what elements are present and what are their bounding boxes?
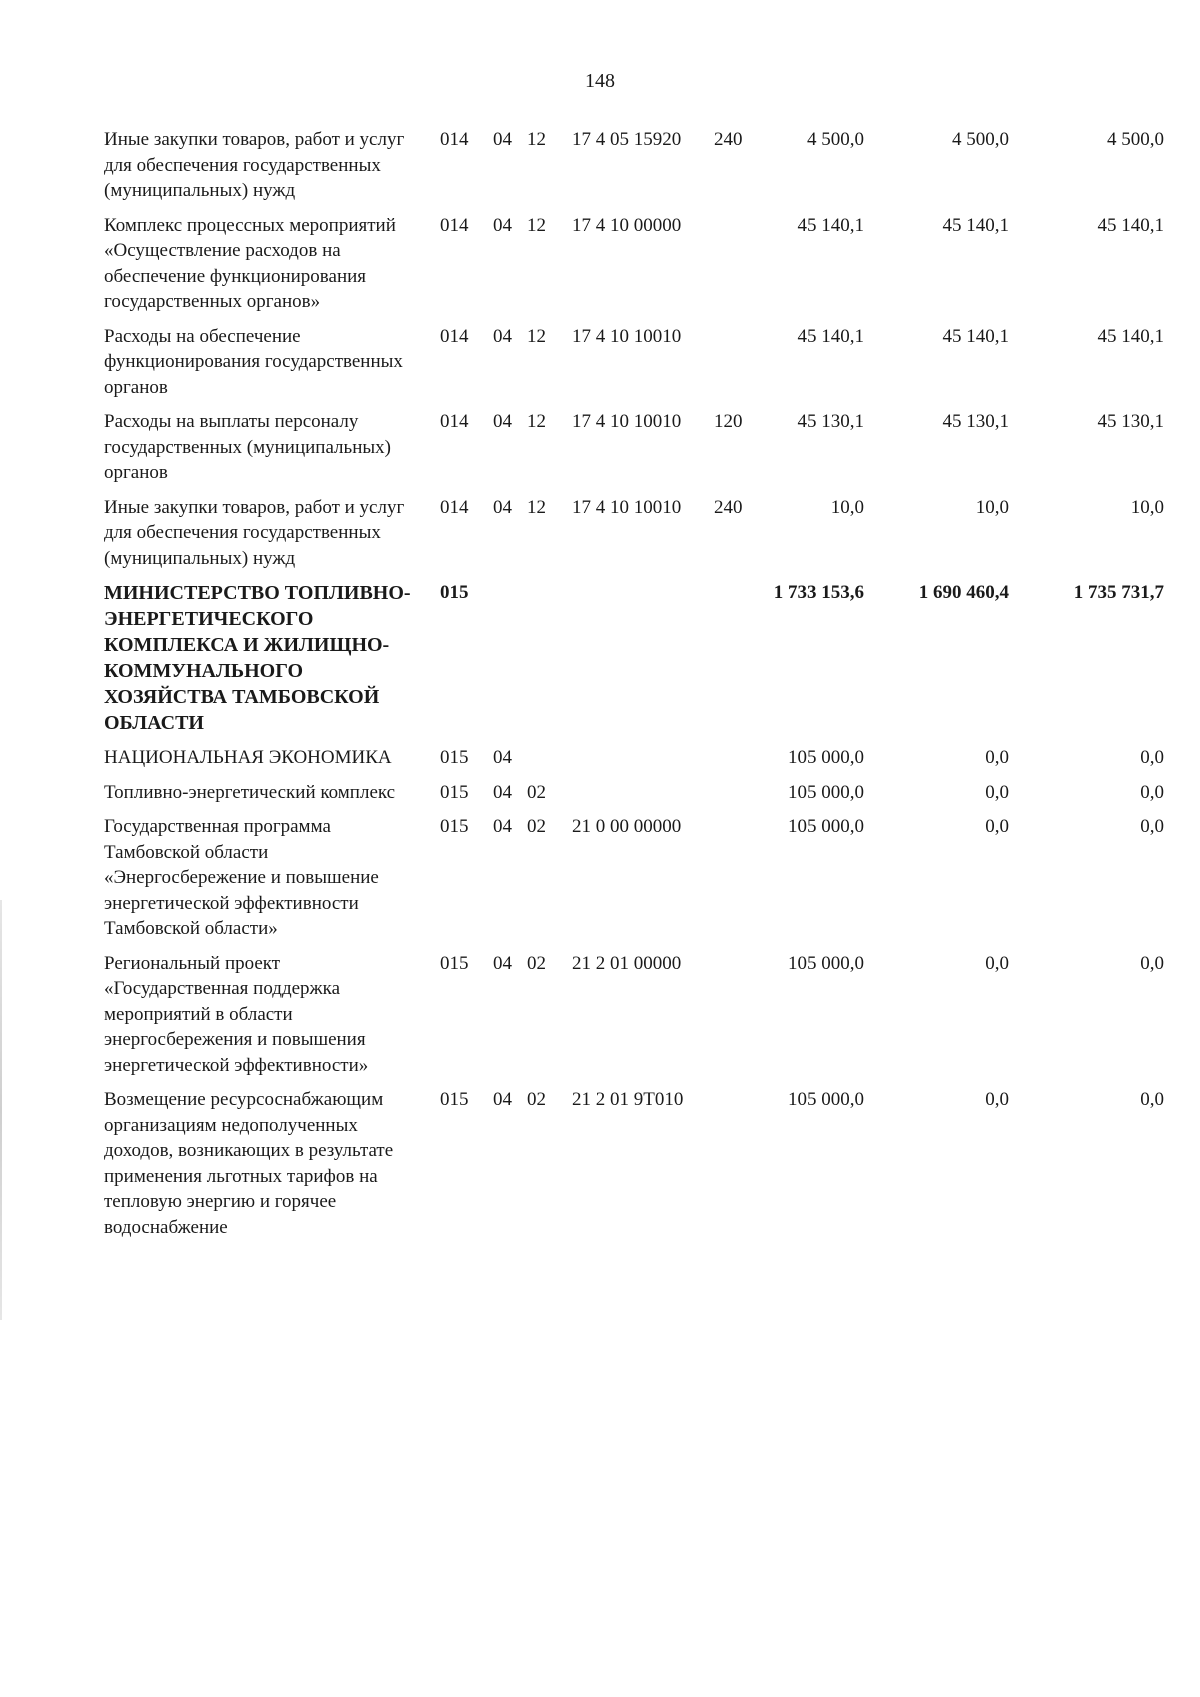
amount-year3-cell: 0,0 <box>1140 781 1164 803</box>
row-name: Государственная программа Тамбовской области «Энергосбережение и повышение энергетической эффективности Тамбовской области» <box>104 816 379 939</box>
amount-year2-cell: 10,0 <box>975 496 1009 518</box>
amount-year3-cell: 45 140,1 <box>1097 325 1164 347</box>
amount-year2-cell: 45 130,1 <box>942 411 1009 432</box>
amount-year1-cell: 4 500,0 <box>807 129 864 150</box>
amount-year1-cell: 105 000,0 <box>788 747 864 768</box>
row-name: Возмещение ресурсоснабжающим организациям недополученных доходов, возникающих в результате применения льготных тарифов на тепловую энергию и горячее водоснабжение <box>104 1089 394 1238</box>
row-name: МИНИСТЕРСТВО ТОПЛИВНО-ЭНЕРГЕТИЧЕСКОГО КОМПЛЕКСА И ЖИЛИЩНО-КОММУНАЛЬНОГО ХОЗЯЙСТВА ТАМБОВСКОЙ ОБЛАСТИ <box>104 582 411 734</box>
table-row <box>104 780 1174 806</box>
subsection-cell: 02 <box>527 1089 546 1110</box>
amount-year2-cell: 45 140,1 <box>942 325 1009 347</box>
section-cell: 04 <box>493 781 512 803</box>
row-name: Комплекс процессных мероприятий «Осуществление расходов на обеспечение функционирования государственных органов» <box>104 214 396 312</box>
section-cell: 04 <box>493 129 512 150</box>
amount-year2-cell: 0,0 <box>985 952 1009 974</box>
table-row <box>104 814 1174 942</box>
org-code-cell: 014 <box>440 411 469 432</box>
org-code-cell: 014 <box>440 496 469 518</box>
amount-year2-cell: 0,0 <box>985 1089 1009 1110</box>
org-code-cell: 015 <box>440 582 469 603</box>
target-article-cell: 17 4 10 10010 <box>572 411 682 432</box>
target-article-cell: 17 4 10 00000 <box>572 214 682 236</box>
expense-type-cell: 120 <box>714 411 743 432</box>
target-article-cell: 17 4 05 15920 <box>572 129 682 150</box>
row-name: Расходы на обеспечение функционирования государственных органов <box>104 325 403 398</box>
page-number: 148 <box>585 70 615 92</box>
section-cell: 04 <box>493 214 512 236</box>
amount-year2-cell: 0,0 <box>985 781 1009 803</box>
org-code-cell: 015 <box>440 952 469 974</box>
table-row <box>104 409 1174 486</box>
amount-year1-cell: 45 130,1 <box>797 411 864 432</box>
row-name: НАЦИОНАЛЬНАЯ ЭКОНОМИКА <box>104 747 392 768</box>
org-code-cell: 014 <box>440 214 469 236</box>
table-row <box>104 213 1174 315</box>
target-article-cell: 21 2 01 9Т010 <box>572 1089 684 1110</box>
subsection-cell: 12 <box>527 129 546 150</box>
subsection-cell: 12 <box>527 214 546 236</box>
table-row <box>104 324 1174 401</box>
amount-year1-cell: 45 140,1 <box>797 214 864 236</box>
target-article-cell: 17 4 10 10010 <box>572 496 682 518</box>
target-article-cell: 21 0 00 00000 <box>572 816 682 837</box>
scan-edge-mark <box>0 900 2 1320</box>
subsection-cell: 02 <box>527 781 546 803</box>
section-cell: 04 <box>493 325 512 347</box>
expense-type-cell: 240 <box>714 496 743 518</box>
amount-year2-cell: 0,0 <box>985 816 1009 837</box>
amount-year1-cell: 105 000,0 <box>788 952 864 974</box>
amount-year3-cell: 45 140,1 <box>1097 214 1164 236</box>
table-row <box>104 951 1174 1079</box>
row-name: Топливно-энергетический комплекс <box>104 781 396 803</box>
target-article-cell: 17 4 10 10010 <box>572 325 682 347</box>
org-code-cell: 014 <box>440 325 469 347</box>
table-row <box>104 1087 1174 1240</box>
subsection-cell: 12 <box>527 411 546 432</box>
section-cell: 04 <box>493 411 512 432</box>
subsection-cell: 02 <box>527 816 546 837</box>
amount-year3-cell: 0,0 <box>1140 952 1164 974</box>
amount-year1-cell: 105 000,0 <box>788 816 864 837</box>
amount-year3-cell: 4 500,0 <box>1107 129 1164 150</box>
section-cell: 04 <box>493 747 512 768</box>
org-code-cell: 014 <box>440 129 469 150</box>
org-code-cell: 015 <box>440 781 469 803</box>
table-row <box>104 127 1174 204</box>
budget-table <box>104 127 1174 1249</box>
section-cell: 04 <box>493 952 512 974</box>
org-code-cell: 015 <box>440 1089 469 1110</box>
section-cell: 04 <box>493 1089 512 1110</box>
expense-type-cell: 240 <box>714 129 743 150</box>
amount-year3-cell: 0,0 <box>1140 816 1164 837</box>
section-cell: 04 <box>493 816 512 837</box>
row-name: Иные закупки товаров, работ и услуг для обеспечения государственных (муниципальных) нужд <box>104 496 405 569</box>
table-row <box>104 745 1174 771</box>
amount-year3-cell: 45 130,1 <box>1097 411 1164 432</box>
subsection-cell: 02 <box>527 952 546 974</box>
row-name: Региональный проект «Государственная поддержка мероприятий в области энергосбережения и повышения энергетической эффективности» <box>104 952 369 1076</box>
amount-year1-cell: 105 000,0 <box>788 781 864 803</box>
amount-year1-cell: 1 733 153,6 <box>773 582 864 603</box>
amount-year1-cell: 45 140,1 <box>797 325 864 347</box>
subsection-cell: 12 <box>527 496 546 518</box>
section-cell: 04 <box>493 496 512 518</box>
org-code-cell: 015 <box>440 816 469 837</box>
target-article-cell: 21 2 01 00000 <box>572 952 682 974</box>
amount-year1-cell: 10,0 <box>830 496 864 518</box>
amount-year3-cell: 0,0 <box>1140 747 1164 768</box>
amount-year2-cell: 45 140,1 <box>942 214 1009 236</box>
table-row <box>104 580 1174 736</box>
row-name: Расходы на выплаты персоналу государственных (муниципальных) органов <box>104 411 391 483</box>
table-row <box>104 495 1174 572</box>
amount-year3-cell: 0,0 <box>1140 1089 1164 1110</box>
amount-year3-cell: 10,0 <box>1130 496 1164 518</box>
amount-year1-cell: 105 000,0 <box>788 1089 864 1110</box>
row-name: Иные закупки товаров, работ и услуг для обеспечения государственных (муниципальных) нужд <box>104 129 405 201</box>
org-code-cell: 015 <box>440 747 469 768</box>
amount-year3-cell: 1 735 731,7 <box>1073 582 1164 603</box>
amount-year2-cell: 0,0 <box>985 747 1009 768</box>
amount-year2-cell: 4 500,0 <box>952 129 1009 150</box>
subsection-cell: 12 <box>527 325 546 347</box>
amount-year2-cell: 1 690 460,4 <box>918 582 1009 603</box>
